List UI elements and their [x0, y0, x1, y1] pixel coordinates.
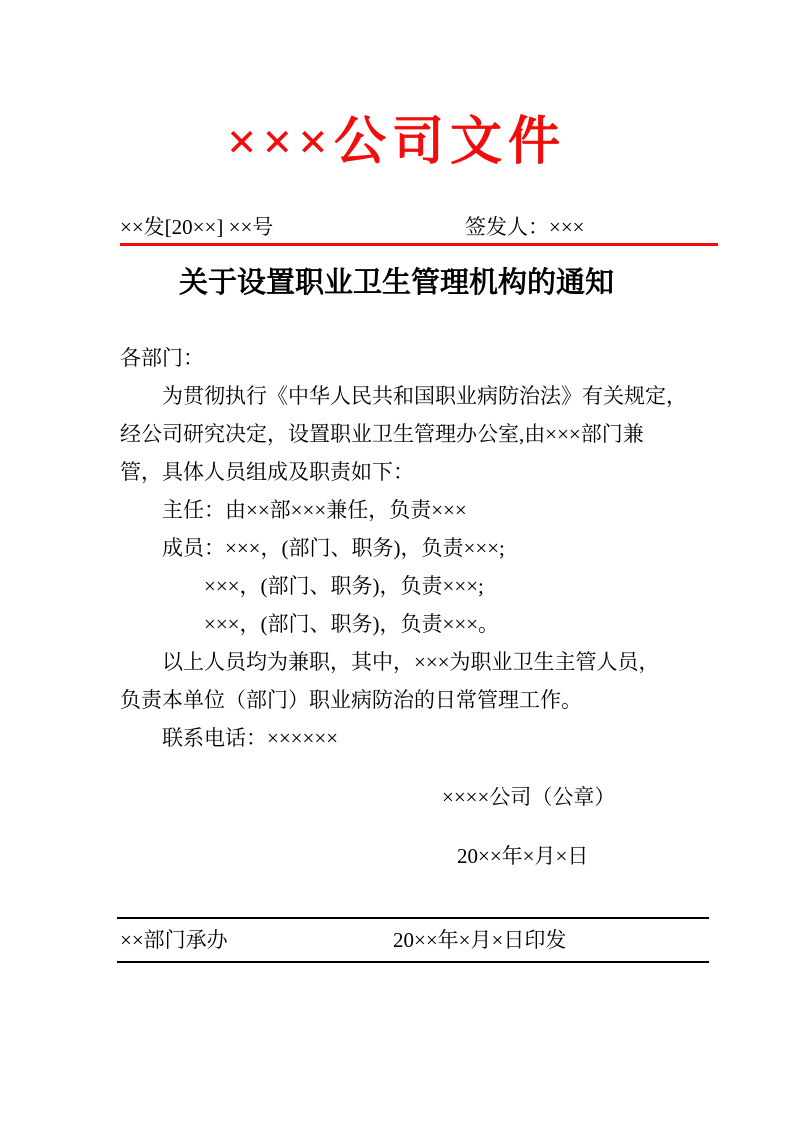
red-divider-line: [120, 243, 718, 246]
issuer-label: 签发人：×××: [465, 215, 585, 239]
notice-title: 关于设置职业卫生管理机构的通知: [178, 267, 614, 299]
body-line-member: ×××，(部门、职务)，负责×××;: [204, 574, 484, 598]
print-date: 20××年×月×日印发: [393, 928, 567, 952]
undertaking-department: ××部门承办: [120, 928, 228, 952]
body-line-member: 成员：×××，(部门、职务)，负责×××;: [162, 536, 505, 560]
body-line-contact-phone: 联系电话：××××××: [162, 726, 339, 750]
document-body: [120, 339, 725, 757]
footer-divider-top: [117, 917, 709, 919]
salutation: 各部门：: [120, 346, 204, 370]
signature-company-seal: ××××公司（公章）: [442, 785, 616, 809]
company-document-letterhead: ×××公司文件: [227, 114, 566, 171]
body-line-director: 主任：由××部×××兼任，负责×××: [162, 498, 467, 522]
body-line-member: ×××，(部门、职务)，负责×××。: [204, 612, 500, 636]
body-line: 管，具体人员组成及职责如下：: [120, 460, 414, 484]
signature-date: 20××年×月×日: [457, 844, 589, 868]
body-line: 为贯彻执行《中华人民共和国职业病防治法》有关规定，: [162, 384, 687, 408]
document-number: ××发[20××] ××号: [120, 215, 274, 239]
body-line: 以上人员均为兼职，其中，×××为职业卫生主管人员，: [162, 650, 660, 674]
body-line: 经公司研究决定，设置职业卫生管理办公室,由×××部门兼: [120, 422, 644, 446]
footer-divider-bottom: [117, 961, 709, 963]
body-line: 负责本单位（部门）职业病防治的日常管理工作。: [120, 688, 582, 712]
